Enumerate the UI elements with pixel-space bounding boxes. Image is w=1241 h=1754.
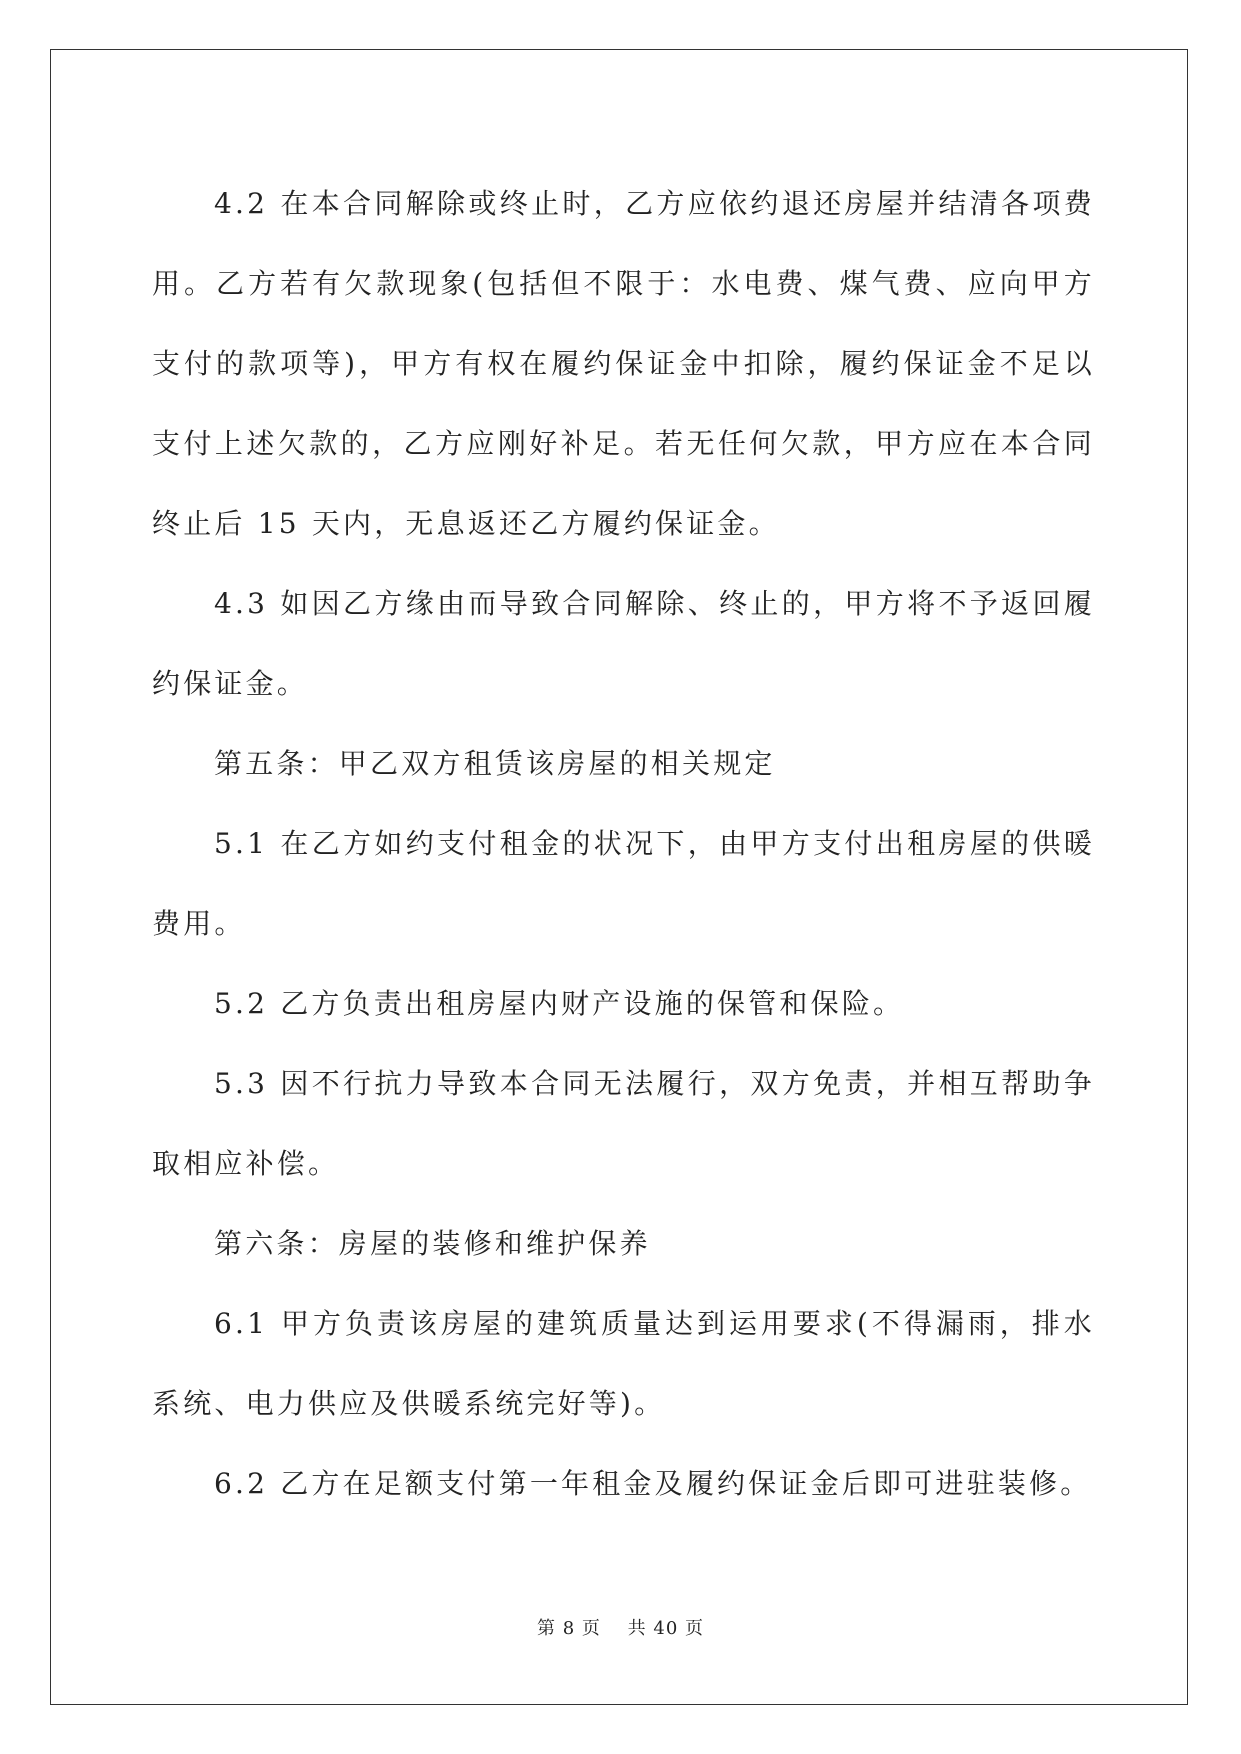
paragraph-5-1: 5.1 在乙方如约支付租金的状况下，由甲方支付出租房屋的供暖费用。 [152, 827, 1095, 940]
page-number-footer [0, 1614, 1241, 1640]
paragraph-4-2: 4.2 在本合同解除或终止时，乙方应依约退还房屋并结清各项费用。乙方若有欠款现象(包括但不限于：水电费、煤气费、应向甲方支付的款项等)，甲方有权在履约保证金中扣除，履约保证金不足以支付上述欠款的，乙方应刚好补足。若无任何欠款，甲方应在本合同终止后 15 天内，无息返还乙方履约保证金。 [152, 187, 1095, 540]
document-body [152, 164, 1095, 1524]
paragraph-5-2: 5.2 乙方负责出租房屋内财产设施的保管和保险。 [214, 987, 905, 1020]
total-pages-label: 共 40 页 [627, 1618, 704, 1639]
paragraph-6-2: 6.2 乙方在足额支付第一年租金及履约保证金后即可进驻装修。 [214, 1467, 1092, 1500]
paragraph-6-1: 6.1 甲方负责该房屋的建筑质量达到运用要求(不得漏雨，排水系统、电力供应及供暖系统完好等)。 [152, 1307, 1095, 1420]
article-6-heading: 第六条：房屋的装修和维护保养 [214, 1227, 651, 1260]
paragraph-5-3: 5.3 因不行抗力导致本合同无法履行，双方免责，并相互帮助争取相应补偿。 [152, 1067, 1095, 1180]
paragraph-4-3: 4.3 如因乙方缘由而导致合同解除、终止的，甲方将不予返回履约保证金。 [152, 587, 1095, 700]
article-5-heading: 第五条：甲乙双方租赁该房屋的相关规定 [214, 747, 776, 780]
current-page-label: 第 8 页 [537, 1618, 601, 1639]
